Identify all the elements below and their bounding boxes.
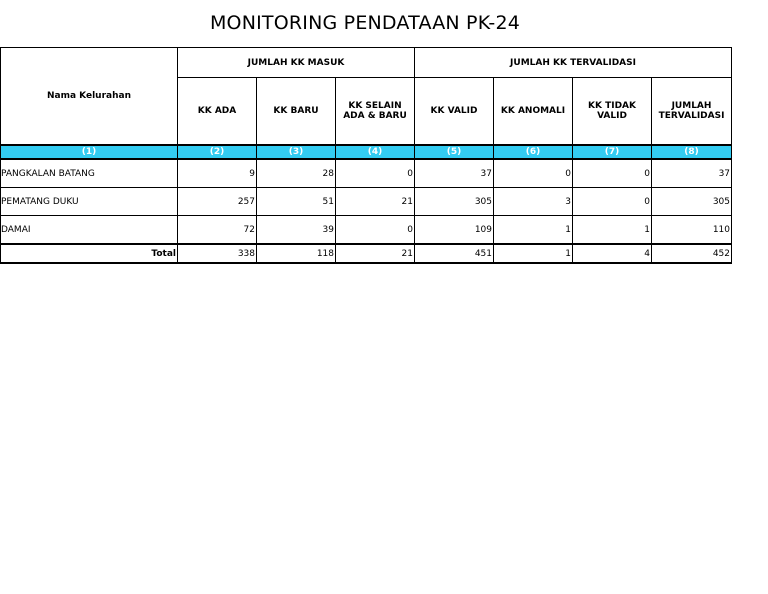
kk-valid-value: 109 [415, 216, 494, 245]
monitoring-table [0, 47, 732, 264]
kk-tidak-valid-value: 1 [573, 216, 652, 245]
jumlah-tervalidasi-value: 110 [652, 216, 732, 245]
kk-selain-value: 0 [336, 159, 415, 188]
total-label: Total [1, 244, 178, 263]
total-kk-tidak-valid: 4 [573, 244, 652, 263]
kk-ada-value: 72 [178, 216, 257, 245]
index-cell: (6) [494, 145, 573, 159]
header-group-kk-masuk: JUMLAH KK MASUK [178, 48, 415, 78]
table-row [1, 159, 732, 188]
index-cell: (2) [178, 145, 257, 159]
kelurahan-name: DAMAI [1, 216, 178, 245]
index-cell: (4) [336, 145, 415, 159]
kk-valid-value: 305 [415, 188, 494, 216]
kelurahan-name: PANGKALAN BATANG [1, 159, 178, 188]
total-jumlah-tervalidasi: 452 [652, 244, 732, 263]
table-row [1, 188, 732, 216]
total-row [1, 244, 732, 263]
index-cell: (3) [257, 145, 336, 159]
index-cell: (8) [652, 145, 732, 159]
kk-baru-value: 28 [257, 159, 336, 188]
page-title: MONITORING PENDATAAN PK-24 [209, 12, 521, 34]
index-row [1, 145, 732, 159]
header-kk-ada: KK ADA [178, 78, 257, 146]
index-cell: (1) [1, 145, 178, 159]
kk-baru-value: 51 [257, 188, 336, 216]
total-kk-selain: 21 [336, 244, 415, 263]
kk-baru-value: 39 [257, 216, 336, 245]
header-kk-baru: KK BARU [257, 78, 336, 146]
kk-ada-value: 9 [178, 159, 257, 188]
total-kk-valid: 451 [415, 244, 494, 263]
header-kk-valid: KK VALID [415, 78, 494, 146]
total-kk-baru: 118 [257, 244, 336, 263]
kk-valid-value: 37 [415, 159, 494, 188]
kelurahan-name: PEMATANG DUKU [1, 188, 178, 216]
table-row [1, 216, 732, 245]
jumlah-tervalidasi-value: 37 [652, 159, 732, 188]
header-nama-kelurahan: Nama Kelurahan [1, 48, 178, 146]
header-group-kk-tervalidasi: JUMLAH KK TERVALIDASI [415, 48, 732, 78]
total-kk-ada: 338 [178, 244, 257, 263]
kk-anomali-value: 0 [494, 159, 573, 188]
kk-tidak-valid-value: 0 [573, 188, 652, 216]
header-kk-anomali: KK ANOMALI [494, 78, 573, 146]
kk-selain-value: 0 [336, 216, 415, 245]
header-jumlah-tervalidasi: JUMLAH TERVALIDASI [652, 78, 732, 146]
jumlah-tervalidasi-value: 305 [652, 188, 732, 216]
total-kk-anomali: 1 [494, 244, 573, 263]
index-cell: (5) [415, 145, 494, 159]
index-cell: (7) [573, 145, 652, 159]
kk-anomali-value: 3 [494, 188, 573, 216]
kk-selain-value: 21 [336, 188, 415, 216]
kk-ada-value: 257 [178, 188, 257, 216]
kk-anomali-value: 1 [494, 216, 573, 245]
header-kk-tidak-valid: KK TIDAK VALID [573, 78, 652, 146]
kk-tidak-valid-value: 0 [573, 159, 652, 188]
header-kk-selain: KK SELAIN ADA & BARU [336, 78, 415, 146]
